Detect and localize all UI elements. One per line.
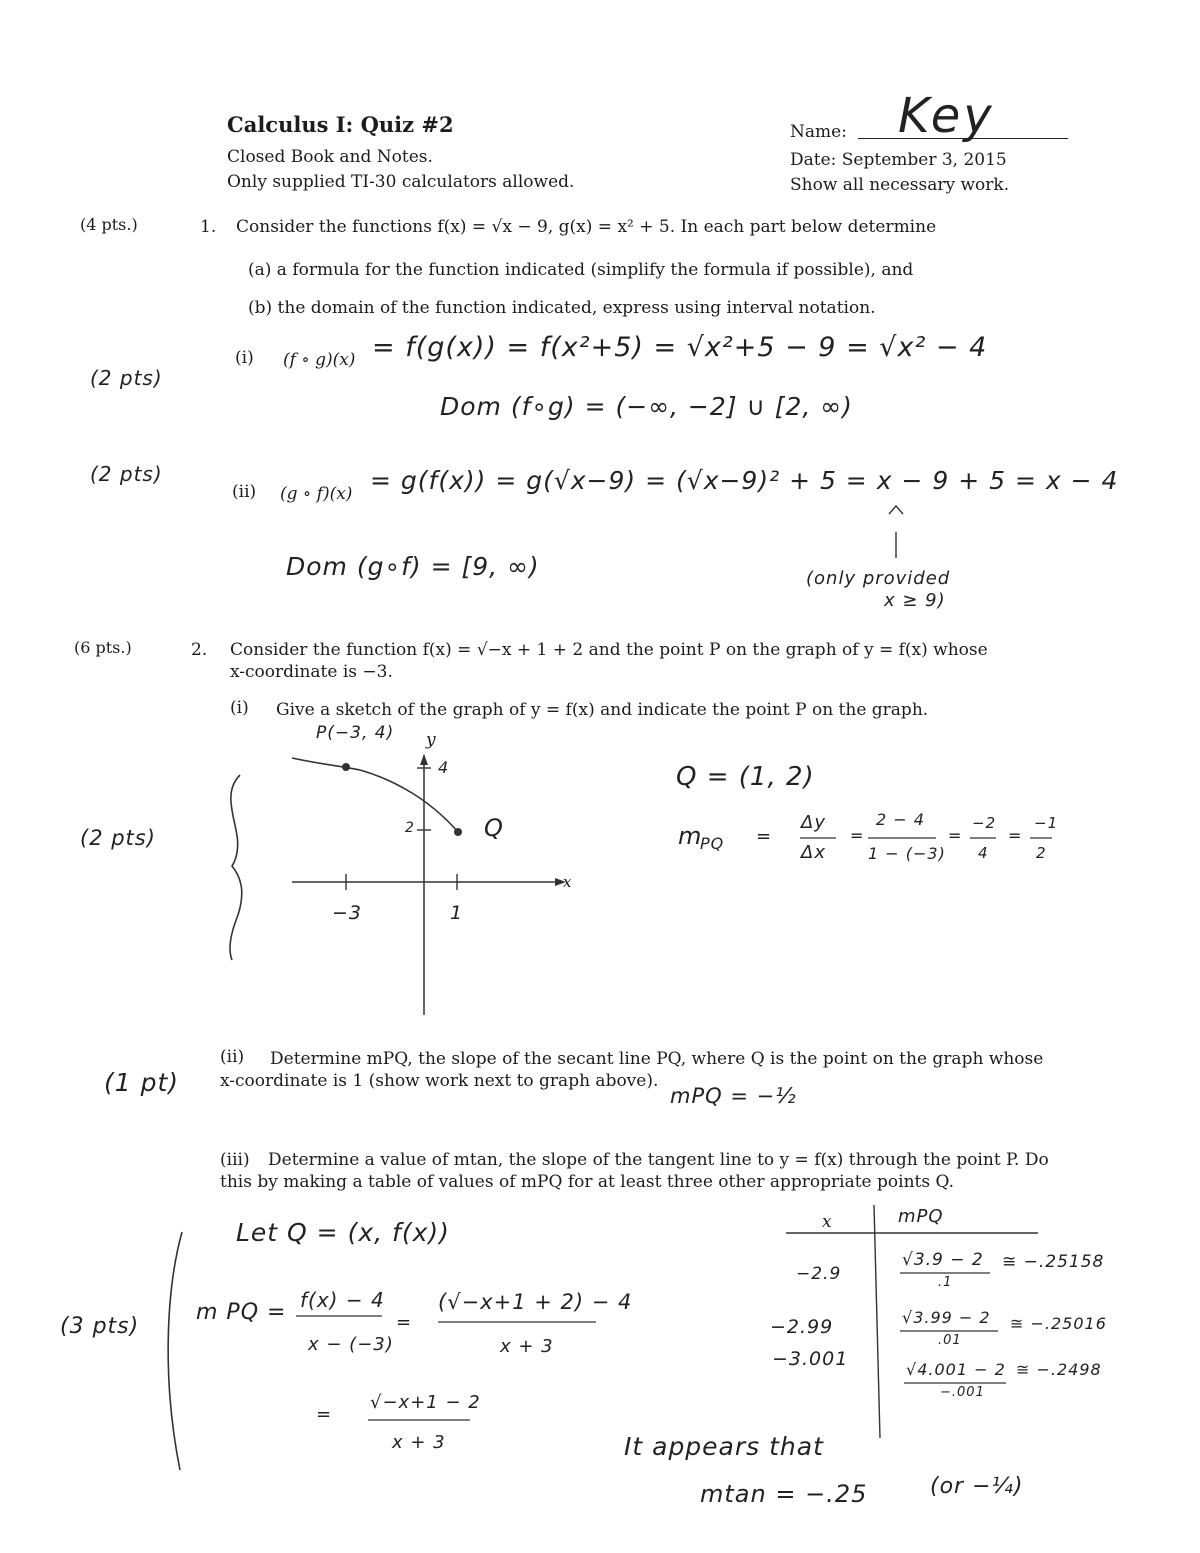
q2-points: (6 pts.) [74, 638, 132, 657]
table-row-1-den: .1 [938, 1275, 953, 1290]
table-column-rule [874, 1205, 880, 1438]
q1-i-expr: (f ∘ g)(x) [283, 350, 356, 370]
q1-part-b: (b) the domain of the function indicated, express using interval notation. [248, 298, 876, 318]
q2-ii-text-line2: x-coordinate is 1 (show work next to graph above). [220, 1071, 659, 1091]
q1-ii-work: = g(f(x)) = g(√x−9) = (√x−9)² + 5 = x − 9 + 5 = x − 4 [370, 466, 1119, 495]
graph-label-q: Q [484, 814, 504, 842]
table-row-3-approx: ≅ −.2498 [1016, 1360, 1102, 1379]
q2-iii-text-line2: this by making a table of values of mPQ for at least three other appropriate points Q. [220, 1172, 954, 1192]
left-paren [168, 1232, 182, 1470]
table-row-3-num: √4.001 − 2 [906, 1360, 1006, 1379]
mtan-value: mtan = −.25 [700, 1480, 868, 1508]
work3-numerator: √−x+1 − 2 [370, 1392, 481, 1413]
graph-label-p: P(−3, 4) [316, 723, 395, 743]
q2-ii-answer: mPQ = −½ [670, 1084, 797, 1108]
table-row-2-approx: ≅ −.25016 [1010, 1314, 1107, 1333]
q1-ii-note-line2: x ≥ 9) [884, 590, 946, 611]
q2-prompt-line1: Consider the function f(x) = √−x + 1 + 2 and the point P on the graph of y = f(x) whose [230, 640, 988, 660]
closed-book-line: Closed Book and Notes. [227, 147, 433, 167]
table-row-2-den: .01 [938, 1333, 962, 1348]
q1-ii-domain: Dom (g∘f) = [9, ∞) [286, 552, 540, 581]
frac1-numerator: Δy [801, 812, 826, 833]
table-header-x: x [822, 1212, 832, 1232]
work1-numerator: f(x) − 4 [300, 1288, 385, 1312]
show-work-note: Show all necessary work. [790, 175, 1010, 195]
frac4-denominator: 2 [1036, 844, 1047, 862]
q2-iii-score: (3 pts) [60, 1314, 140, 1339]
q2-ii-label: (ii) [220, 1047, 245, 1067]
q1-i-work: = f(g(x)) = f(x²+5) = √x²+5 − 9 = √x² − 4 [372, 332, 988, 363]
graph-tick-label-1: 1 [450, 902, 464, 924]
slope-symbol: m [678, 822, 703, 850]
mtan-alternate: (or −¼) [930, 1474, 1024, 1499]
frac2-denominator: 1 − (−3) [868, 844, 946, 863]
q1-i-domain: Dom (f∘g) = (−∞, −2] ∪ [2, ∞) [440, 392, 853, 421]
name-value: Key [898, 88, 995, 144]
y-axis-arrow [420, 754, 428, 765]
frac2-numerator: 2 − 4 [876, 810, 925, 829]
frac-equals-3: = [1008, 826, 1023, 845]
q1-ii-label: (ii) [232, 482, 257, 502]
graph-tick-label-minus3: −3 [332, 902, 363, 924]
point-q [454, 828, 462, 836]
mpq-label: m PQ = [196, 1300, 287, 1325]
q2-i-text: Give a sketch of the graph of y = f(x) and indicate the point P on the graph. [276, 700, 929, 720]
graph-label-y: y [426, 730, 436, 750]
name-label: Name: [790, 122, 847, 142]
q2-i-label: (i) [230, 698, 249, 718]
q-point-value: Q = (1, 2) [676, 762, 815, 792]
left-brace [230, 775, 242, 960]
frac4-numerator: −1 [1034, 814, 1059, 832]
q2-ii-score: (1 pt) [104, 1068, 180, 1097]
graph-tick-label-4: 4 [438, 758, 450, 777]
frac1-denominator: Δx [801, 842, 826, 863]
q2-iii-text-line1: Determine a value of mtan, the slope of the tangent line to y = f(x) through the point P. Do [268, 1150, 1049, 1170]
table-header-mpq: mPQ [898, 1206, 944, 1227]
point-p [342, 763, 350, 771]
table-row-1-num: √3.9 − 2 [902, 1250, 984, 1270]
graph-label-x: x [563, 873, 572, 891]
graph-tick-label-2: 2 [405, 820, 415, 836]
table-row-2-x: −2.99 [770, 1316, 834, 1338]
frac-equals-1: = [850, 826, 865, 845]
work2-denominator: x + 3 [500, 1336, 554, 1357]
q2-iii-label: (iii) [220, 1150, 250, 1170]
frac-equals-2: = [948, 826, 963, 845]
q1-number: 1. [200, 217, 217, 237]
q1-part-a: (a) a formula for the function indicated (simplify the formula if possible), and [248, 260, 914, 280]
q2-prompt-line2: x-coordinate is −3. [230, 662, 393, 682]
slope-equals: = [756, 826, 773, 847]
table-row-1-approx: ≅ −.25158 [1002, 1252, 1105, 1272]
frac3-denominator: 4 [978, 844, 989, 862]
work3-denominator: x + 3 [392, 1432, 446, 1453]
frac3-numerator: −2 [972, 814, 997, 832]
q1-ii-score: (2 pts) [90, 462, 163, 486]
let-q-statement: Let Q = (x, f(x)) [236, 1218, 450, 1247]
q2-number: 2. [191, 640, 208, 660]
function-curve [292, 758, 458, 832]
q1-points: (4 pts.) [80, 215, 138, 234]
work-equals-1: = [396, 1312, 413, 1333]
table-row-3-den: −.001 [940, 1385, 985, 1400]
q1-i-label: (i) [235, 348, 254, 368]
quiz-title: Calculus I: Quiz #2 [227, 112, 454, 137]
conclusion-text: It appears that [624, 1432, 824, 1461]
table-row-3-x: −3.001 [772, 1348, 849, 1370]
q1-i-score: (2 pts) [90, 366, 163, 390]
work-equals-2: = [316, 1404, 333, 1425]
q1-prompt: Consider the functions f(x) = √x − 9, g(x) = x² + 5. In each part below determine [236, 217, 937, 237]
work2-numerator: (√−x+1 + 2) − 4 [438, 1290, 633, 1314]
q2-ii-text-line1: Determine mPQ, the slope of the secant line PQ, where Q is the point on the graph whose [270, 1049, 1044, 1069]
calculator-line: Only supplied TI-30 calculators allowed. [227, 172, 575, 192]
table-row-2-num: √3.99 − 2 [902, 1308, 991, 1327]
slope-subscript: PQ [700, 834, 725, 853]
work1-denominator: x − (−3) [308, 1334, 394, 1355]
q2-i-score: (2 pts) [80, 826, 156, 850]
table-row-1-x: −2.9 [796, 1264, 842, 1284]
q1-ii-expr: (g ∘ f)(x) [280, 484, 353, 504]
q1-ii-note-line1: (only provided [806, 568, 951, 589]
quiz-date: Date: September 3, 2015 [790, 150, 1007, 170]
